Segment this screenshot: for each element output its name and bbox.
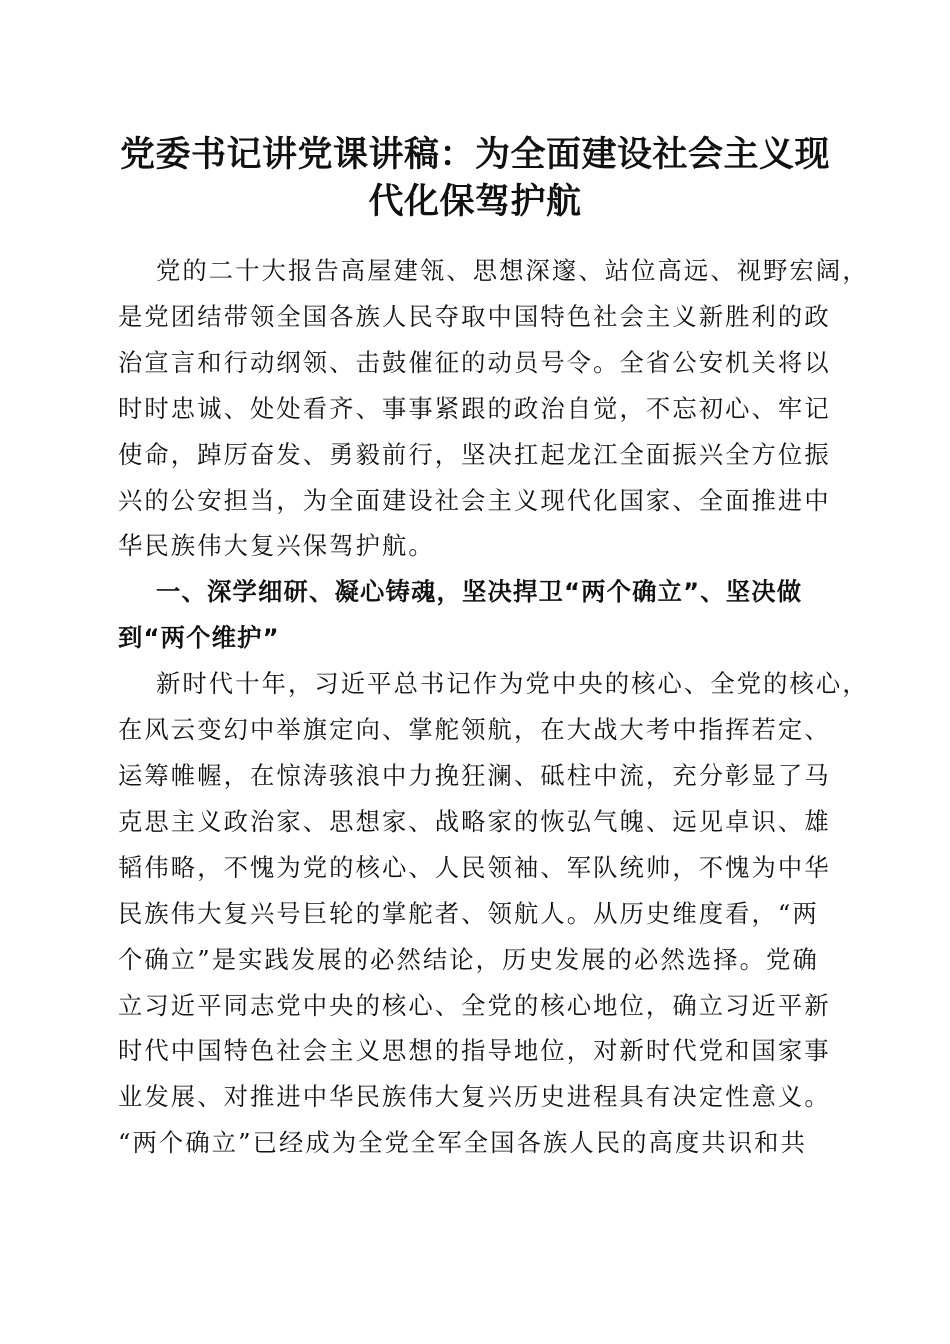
section-heading-1	[118, 569, 838, 661]
paragraph-line: 时代中国特色社会主义思想的指导地位，对新时代党和国家事	[118, 1036, 831, 1066]
paragraph-line: “两个确立”已经成为全党全军全国各族人民的高度共识和共	[118, 1128, 807, 1158]
paragraph-line: 新时代十年，习近平总书记作为党中央的核心、全党的核心，	[156, 669, 869, 699]
paragraph-line: 是党团结带领全国各族人民夺取中国特色社会主义新胜利的政	[118, 301, 831, 331]
paragraph-line: 韬伟略，不愧为党的核心、人民领袖、军队统帅，不愧为中华	[118, 852, 831, 882]
paragraph-line: 兴的公安担当，为全面建设社会主义现代化国家、全面推进中	[118, 485, 831, 515]
paragraph-line: 运筹帷幄，在惊涛骇浪中力挽狂澜、砥柱中流，充分彰显了马	[118, 760, 831, 790]
paragraph-line: 使命，踔厉奋发、勇毅前行，坚决扛起龙江全面振兴全方位振	[118, 439, 831, 469]
intro-paragraph	[118, 248, 869, 569]
heading-line: 一、深学细研、凝心铸魂，坚决捍卫“两个确立”、坚决做	[156, 577, 803, 607]
paragraph-line: 华民族伟大复兴保驾护航。	[118, 531, 435, 561]
title-line-2: 代化保驾护航	[368, 182, 582, 222]
paragraph-line: 民族伟大复兴号巨轮的掌舵者、领航人。从历史维度看，“两	[118, 898, 819, 928]
paragraph-line: 在风云变幻中举旗定向、掌舵领航，在大战大考中指挥若定、	[118, 715, 831, 745]
paragraph-line: 党的二十大报告高屋建瓴、思想深邃、站位高远、视野宏阔，	[156, 256, 869, 285]
paragraph-line: 时时忠诚、处处看齐、事事紧跟的政治自觉，不忘初心、牢记	[118, 393, 831, 423]
paragraph-line: 立习近平同志党中央的核心、全党的核心地位，确立习近平新	[118, 990, 831, 1020]
document-title	[110, 132, 840, 226]
paragraph-line: 克思主义政治家、思想家、战略家的恢弘气魄、远见卓识、雄	[118, 806, 831, 836]
document-body	[118, 248, 869, 1166]
paragraph-line: 业发展、对推进中华民族伟大复兴历史进程具有决定性意义。	[118, 1082, 831, 1112]
title-line-1: 党委书记讲党课讲稿：为全面建设社会主义现	[119, 135, 830, 175]
paragraph-line: 治宣言和行动纲领、击鼓催征的动员号令。全省公安机关将以	[118, 347, 831, 377]
paragraph-line: 个确立”是实践发展的必然结论，历史发展的必然选择。党确	[118, 944, 819, 974]
section-1-paragraph	[118, 661, 869, 1166]
heading-line: 到“两个维护”	[118, 623, 280, 653]
